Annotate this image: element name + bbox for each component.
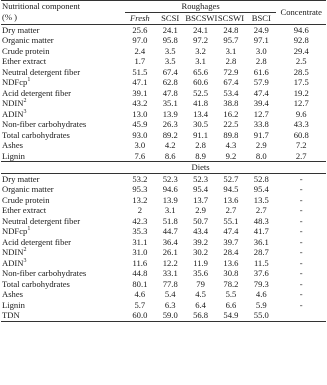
cell-concentrate: 92.8 bbox=[293, 35, 309, 45]
table-row bbox=[1, 151, 326, 162]
cell-concentrate: 94.6 bbox=[293, 24, 309, 35]
table-row bbox=[1, 184, 326, 195]
cell-value: 97.1 bbox=[253, 35, 269, 45]
row-label-text: Neutral detergent fiber bbox=[2, 215, 81, 226]
table-row bbox=[1, 77, 326, 88]
cell-value: 4.6 bbox=[255, 289, 267, 299]
cell-concentrate: - bbox=[299, 278, 303, 289]
cell-value: 6.4 bbox=[195, 299, 206, 310]
cell-value: 4.6 bbox=[134, 289, 146, 299]
cell-value: 78.2 bbox=[223, 278, 239, 289]
cell-value: 28.7 bbox=[253, 247, 269, 257]
cell-value: 16.2 bbox=[223, 108, 239, 119]
cell-value: 5.9 bbox=[255, 299, 267, 310]
cell-concentrate: 9.6 bbox=[295, 108, 307, 119]
row-label bbox=[1, 98, 125, 109]
cell-value: 8.0 bbox=[255, 150, 267, 161]
cell-concentrate: - bbox=[299, 299, 303, 310]
cell-value: 56.8 bbox=[185, 310, 215, 321]
cell-concentrate: - bbox=[299, 215, 303, 226]
cell-concentrate: 2.5 bbox=[295, 56, 307, 66]
cell-concentrate: 43.3 bbox=[293, 119, 309, 129]
cell-value: 52.5 bbox=[193, 87, 209, 98]
cell-value: 13.6 bbox=[223, 257, 239, 268]
cell-value: 22.5 bbox=[223, 119, 239, 129]
table-row bbox=[1, 130, 326, 141]
cell-value: 2.4 bbox=[134, 45, 146, 56]
cell-value: 60.0 bbox=[125, 310, 155, 321]
cell-concentrate: 29.4 bbox=[293, 45, 309, 56]
row-label bbox=[1, 130, 125, 141]
table-header bbox=[1, 1, 326, 25]
table-row bbox=[1, 109, 326, 120]
cell-value: 41.7 bbox=[253, 226, 269, 236]
cell-value: 4.2 bbox=[164, 140, 176, 150]
cell-value: 93.0 bbox=[132, 129, 148, 140]
cell-value: 35.1 bbox=[162, 98, 178, 108]
cell-value: 26.3 bbox=[162, 119, 178, 129]
cell-value: 2.7 bbox=[225, 205, 237, 215]
cell-value: 55.0 bbox=[246, 310, 276, 321]
cell-concentrate: - bbox=[299, 194, 303, 205]
cell-value: 2.8 bbox=[195, 140, 206, 150]
cell-value: 39.2 bbox=[193, 236, 209, 247]
cell-value: 67.4 bbox=[223, 77, 239, 87]
cell-value: 67.4 bbox=[162, 66, 178, 77]
row-label-text: Crude protein bbox=[2, 45, 50, 56]
cell-value: 13.9 bbox=[162, 108, 178, 119]
row-label bbox=[1, 56, 125, 67]
row-label-text: Dry matter bbox=[2, 173, 40, 184]
row-label-text: Ashes bbox=[2, 140, 24, 150]
cell-concentrate: 19.2 bbox=[293, 87, 309, 98]
header-component: Nutritional component bbox=[1, 1, 125, 13]
table-row bbox=[1, 98, 326, 109]
row-label bbox=[1, 216, 125, 227]
cell-concentrate: - bbox=[299, 184, 303, 194]
cell-concentrate: 17.5 bbox=[293, 77, 309, 87]
cell-value: 2.9 bbox=[255, 140, 267, 150]
row-label-text: Lignin bbox=[2, 299, 25, 310]
cell-value: 79 bbox=[196, 278, 205, 289]
cell-value: 28.4 bbox=[223, 247, 239, 257]
cell-value: 39.1 bbox=[132, 87, 148, 98]
cell-value: 12.7 bbox=[253, 108, 269, 119]
cell-value: 45.9 bbox=[132, 119, 148, 129]
cell-value: 2.9 bbox=[195, 205, 206, 215]
row-label bbox=[1, 226, 125, 237]
cell-value: 47.1 bbox=[132, 77, 148, 87]
cell-value: 60.6 bbox=[193, 77, 209, 87]
row-label bbox=[1, 140, 125, 151]
cell-value: 52.8 bbox=[253, 173, 269, 184]
cell-value: 94.5 bbox=[223, 184, 239, 194]
cell-value: 61.6 bbox=[253, 66, 269, 77]
cell-value: 80.1 bbox=[132, 278, 148, 289]
header-unit: (% ) bbox=[1, 12, 125, 24]
cell-concentrate: 28.5 bbox=[293, 66, 309, 77]
cell-value: 36.1 bbox=[253, 236, 269, 247]
cell-value: 97.2 bbox=[193, 35, 209, 45]
footnote-marker: 1 bbox=[27, 226, 31, 233]
row-label bbox=[1, 258, 125, 269]
row-label-text: Ether extract bbox=[2, 205, 47, 215]
row-label bbox=[1, 279, 125, 290]
cell-value: 11.6 bbox=[132, 257, 148, 268]
table-row bbox=[1, 88, 326, 99]
cell-value: 54.9 bbox=[216, 310, 246, 321]
footnote-marker: 3 bbox=[23, 108, 27, 115]
row-label bbox=[1, 173, 125, 184]
cell-value: 42.3 bbox=[132, 215, 148, 226]
row-label-text: NDIN bbox=[2, 247, 24, 257]
cell-value: 4.5 bbox=[195, 289, 206, 299]
footnote-marker: 2 bbox=[23, 247, 27, 254]
table-row bbox=[1, 300, 326, 311]
diets-section-header bbox=[1, 162, 326, 174]
header-col-scsi: SCSI bbox=[155, 12, 185, 24]
cell-value: 53.4 bbox=[223, 87, 239, 98]
table-row bbox=[1, 237, 326, 248]
roughage-rows bbox=[1, 24, 326, 162]
header-roughages: Roughages bbox=[125, 1, 277, 13]
row-label bbox=[1, 151, 125, 162]
cell-value: 33.1 bbox=[162, 268, 178, 278]
cell-value: 5.7 bbox=[134, 299, 146, 310]
cell-value: 89.8 bbox=[223, 129, 239, 140]
row-label-text: Total carbohydrates bbox=[2, 278, 70, 289]
cell-concentrate: - bbox=[299, 236, 303, 247]
row-label-text: Crude protein bbox=[2, 194, 50, 205]
table-row bbox=[1, 46, 326, 57]
cell-value: 24.9 bbox=[253, 24, 269, 35]
cell-value: 57.9 bbox=[253, 77, 269, 87]
cell-value: 47.4 bbox=[223, 226, 239, 236]
cell-value: 30.2 bbox=[193, 247, 209, 257]
cell-value: 13.9 bbox=[162, 194, 178, 205]
table-row bbox=[1, 56, 326, 67]
row-label bbox=[1, 35, 125, 46]
cell-concentrate: - bbox=[299, 226, 303, 236]
table-row bbox=[1, 247, 326, 258]
cell-value: 95.3 bbox=[132, 184, 148, 194]
footnote-marker: 3 bbox=[23, 257, 27, 264]
row-label-text: TDN bbox=[2, 310, 20, 320]
cell-value: 6.6 bbox=[225, 299, 237, 310]
cell-value: 52.7 bbox=[223, 173, 239, 184]
cell-value: 95.8 bbox=[162, 35, 178, 45]
cell-value: 41.8 bbox=[193, 98, 209, 108]
cell-value: 3.1 bbox=[225, 45, 237, 56]
cell-value: 24.1 bbox=[162, 24, 178, 35]
row-label-text: Lignin bbox=[2, 150, 25, 161]
cell-value: 77.8 bbox=[162, 278, 178, 289]
cell-value: 43.4 bbox=[193, 226, 209, 236]
cell-concentrate: 7.2 bbox=[295, 140, 307, 150]
table-row bbox=[1, 289, 326, 300]
row-label bbox=[1, 237, 125, 248]
header-col-fresh: Fresh bbox=[125, 12, 155, 24]
cell-value: 97.0 bbox=[132, 35, 148, 45]
cell-value: 31.0 bbox=[132, 247, 148, 257]
cell-value: 39.4 bbox=[253, 98, 269, 108]
cell-value: 13.0 bbox=[132, 108, 148, 119]
row-label bbox=[1, 109, 125, 120]
cell-value: 3.1 bbox=[195, 56, 206, 66]
cell-value: 47.4 bbox=[253, 87, 269, 98]
cell-concentrate: 2.7 bbox=[295, 150, 307, 161]
cell-value: 24.1 bbox=[193, 24, 209, 35]
cell-concentrate: 60.8 bbox=[293, 129, 309, 140]
table-row bbox=[1, 35, 326, 46]
row-label-text: Non-fiber carbohydrates bbox=[2, 119, 87, 129]
cell-value: 65.6 bbox=[193, 66, 209, 77]
cell-concentrate: - bbox=[299, 289, 303, 299]
cell-value: 95.4 bbox=[193, 184, 209, 194]
cell-value: 13.2 bbox=[132, 194, 148, 205]
row-label bbox=[1, 310, 125, 321]
cell-value: 95.4 bbox=[253, 184, 269, 194]
cell-concentrate: - bbox=[299, 268, 303, 278]
row-label-text: Dry matter bbox=[2, 24, 40, 35]
table-row bbox=[1, 195, 326, 206]
table-row bbox=[1, 216, 326, 227]
cell-value: 12.2 bbox=[162, 257, 178, 268]
header-col-bsci: BSCI bbox=[246, 12, 276, 24]
row-label-text: ADIN bbox=[2, 108, 24, 119]
cell-value: 35.6 bbox=[193, 268, 209, 278]
cell-value: 36.4 bbox=[162, 236, 178, 247]
cell-value: 8.9 bbox=[195, 150, 206, 161]
diet-rows bbox=[1, 173, 326, 321]
cell-value: 13.4 bbox=[193, 108, 209, 119]
row-label bbox=[1, 195, 125, 206]
header-concentrate: Concentrate bbox=[276, 1, 326, 25]
cell-value: 55.1 bbox=[223, 215, 239, 226]
table-row bbox=[1, 268, 326, 279]
nutrition-table bbox=[1, 0, 326, 322]
cell-value: 47.8 bbox=[162, 87, 178, 98]
cell-value: 53.2 bbox=[132, 173, 148, 184]
row-label-text: Organic matter bbox=[2, 35, 54, 45]
cell-value: 2.7 bbox=[255, 205, 267, 215]
row-label-text: Total carbohydrates bbox=[2, 129, 70, 140]
cell-value: 2.8 bbox=[255, 56, 267, 66]
cell-value: 30.8 bbox=[223, 268, 239, 278]
row-label bbox=[1, 46, 125, 57]
cell-value: 13.5 bbox=[253, 194, 269, 205]
cell-value: 95.7 bbox=[223, 35, 239, 45]
cell-value: 6.3 bbox=[164, 299, 176, 310]
cell-value: 5.4 bbox=[164, 289, 176, 299]
cell-value: 2.8 bbox=[225, 56, 237, 66]
table-row bbox=[1, 226, 326, 237]
row-label-text: ADIN bbox=[2, 257, 24, 268]
cell-value: 35.3 bbox=[132, 226, 148, 236]
cell-value: 11.5 bbox=[253, 257, 269, 268]
cell-value: 44.7 bbox=[162, 226, 178, 236]
cell-value: 3.2 bbox=[195, 45, 206, 56]
cell-value: 1.7 bbox=[134, 56, 146, 66]
row-label-text: NDFcp bbox=[2, 226, 28, 236]
row-label bbox=[1, 205, 125, 216]
cell-value: 52.3 bbox=[193, 173, 209, 184]
cell-value: 48.3 bbox=[253, 215, 269, 226]
cell-value: 39.7 bbox=[223, 236, 239, 247]
cell-value: 11.9 bbox=[193, 257, 208, 268]
header-col-bscswi: BSCSWI bbox=[185, 12, 218, 23]
cell-concentrate: - bbox=[299, 205, 303, 215]
cell-value: 30.5 bbox=[193, 119, 209, 129]
table-row bbox=[1, 119, 326, 130]
row-label-text: Neutral detergent fiber bbox=[2, 66, 81, 77]
cell-value: 51.8 bbox=[162, 215, 178, 226]
row-label-text: Ether extract bbox=[2, 56, 47, 66]
row-label bbox=[1, 119, 125, 130]
row-label bbox=[1, 67, 125, 78]
cell-value: 5.5 bbox=[225, 289, 237, 299]
footnote-marker: 2 bbox=[23, 98, 27, 105]
row-label bbox=[1, 268, 125, 279]
cell-value: 25.6 bbox=[132, 24, 148, 35]
cell-value: 91.1 bbox=[193, 129, 209, 140]
row-label bbox=[1, 184, 125, 195]
cell-value: 72.9 bbox=[223, 66, 239, 77]
cell-value: 13.7 bbox=[193, 194, 209, 205]
row-label bbox=[1, 88, 125, 99]
table-row bbox=[1, 205, 326, 216]
cell-value: 79.3 bbox=[253, 278, 269, 289]
cell-value: 62.8 bbox=[162, 77, 178, 87]
row-label bbox=[1, 247, 125, 258]
cell-concentrate: - bbox=[299, 173, 303, 184]
row-label-text: Organic matter bbox=[2, 184, 54, 194]
cell-concentrate: - bbox=[299, 247, 303, 257]
row-label bbox=[1, 289, 125, 300]
row-label bbox=[1, 300, 125, 311]
cell-value: 8.6 bbox=[164, 150, 176, 161]
cell-value: 4.3 bbox=[225, 140, 237, 150]
cell-value: 37.6 bbox=[253, 268, 269, 278]
table-row bbox=[1, 258, 326, 269]
row-label-text: Ashes bbox=[2, 289, 24, 299]
cell-value: 7.6 bbox=[134, 150, 146, 161]
table-row bbox=[1, 67, 326, 78]
cell-value: 33.8 bbox=[253, 119, 269, 129]
table-row bbox=[1, 140, 326, 151]
cell-value: 51.5 bbox=[132, 66, 148, 77]
cell-value: 24.8 bbox=[223, 24, 239, 35]
row-label-text: NDIN bbox=[2, 98, 24, 108]
row-label-text: Non-fiber carbohydrates bbox=[2, 268, 87, 278]
cell-value: 3.0 bbox=[255, 45, 267, 56]
cell-value: 38.8 bbox=[223, 98, 239, 108]
row-label-text: Acid detergent fiber bbox=[2, 236, 72, 247]
cell-value: 52.3 bbox=[162, 173, 178, 184]
cell-value: 26.1 bbox=[162, 247, 178, 257]
cell-concentrate: - bbox=[299, 257, 303, 268]
cell-value: 31.1 bbox=[132, 236, 148, 247]
diets-label: Diets bbox=[125, 162, 277, 174]
row-label bbox=[1, 77, 125, 88]
cell-value: 9.2 bbox=[225, 150, 237, 161]
row-label bbox=[1, 24, 125, 35]
cell-value: 59.0 bbox=[155, 310, 185, 321]
row-label-text: NDFcp bbox=[2, 77, 28, 87]
cell-value: 3.5 bbox=[164, 45, 176, 56]
table-row bbox=[1, 173, 326, 184]
cell-value: 3.1 bbox=[164, 205, 176, 215]
table-row bbox=[1, 24, 326, 35]
footnote-marker: 1 bbox=[27, 77, 31, 84]
cell-value: 50.7 bbox=[193, 215, 209, 226]
cell-value: 91.7 bbox=[253, 129, 269, 140]
table-row bbox=[1, 279, 326, 290]
cell-value: 13.6 bbox=[223, 194, 239, 205]
cell-concentrate: 12.7 bbox=[293, 98, 309, 108]
header-col-scswi: SCSWI bbox=[216, 12, 246, 24]
cell-value: 3.5 bbox=[164, 56, 176, 66]
cell-concentrate bbox=[276, 310, 326, 321]
row-label-text: Acid detergent fiber bbox=[2, 87, 72, 98]
table-row bbox=[1, 310, 326, 321]
cell-value: 2 bbox=[137, 205, 143, 215]
cell-value: 43.2 bbox=[132, 98, 148, 108]
cell-value: 44.8 bbox=[132, 268, 148, 278]
cell-value: 94.6 bbox=[162, 184, 178, 194]
cell-value: 3.0 bbox=[134, 140, 146, 150]
cell-value: 89.2 bbox=[162, 129, 178, 140]
